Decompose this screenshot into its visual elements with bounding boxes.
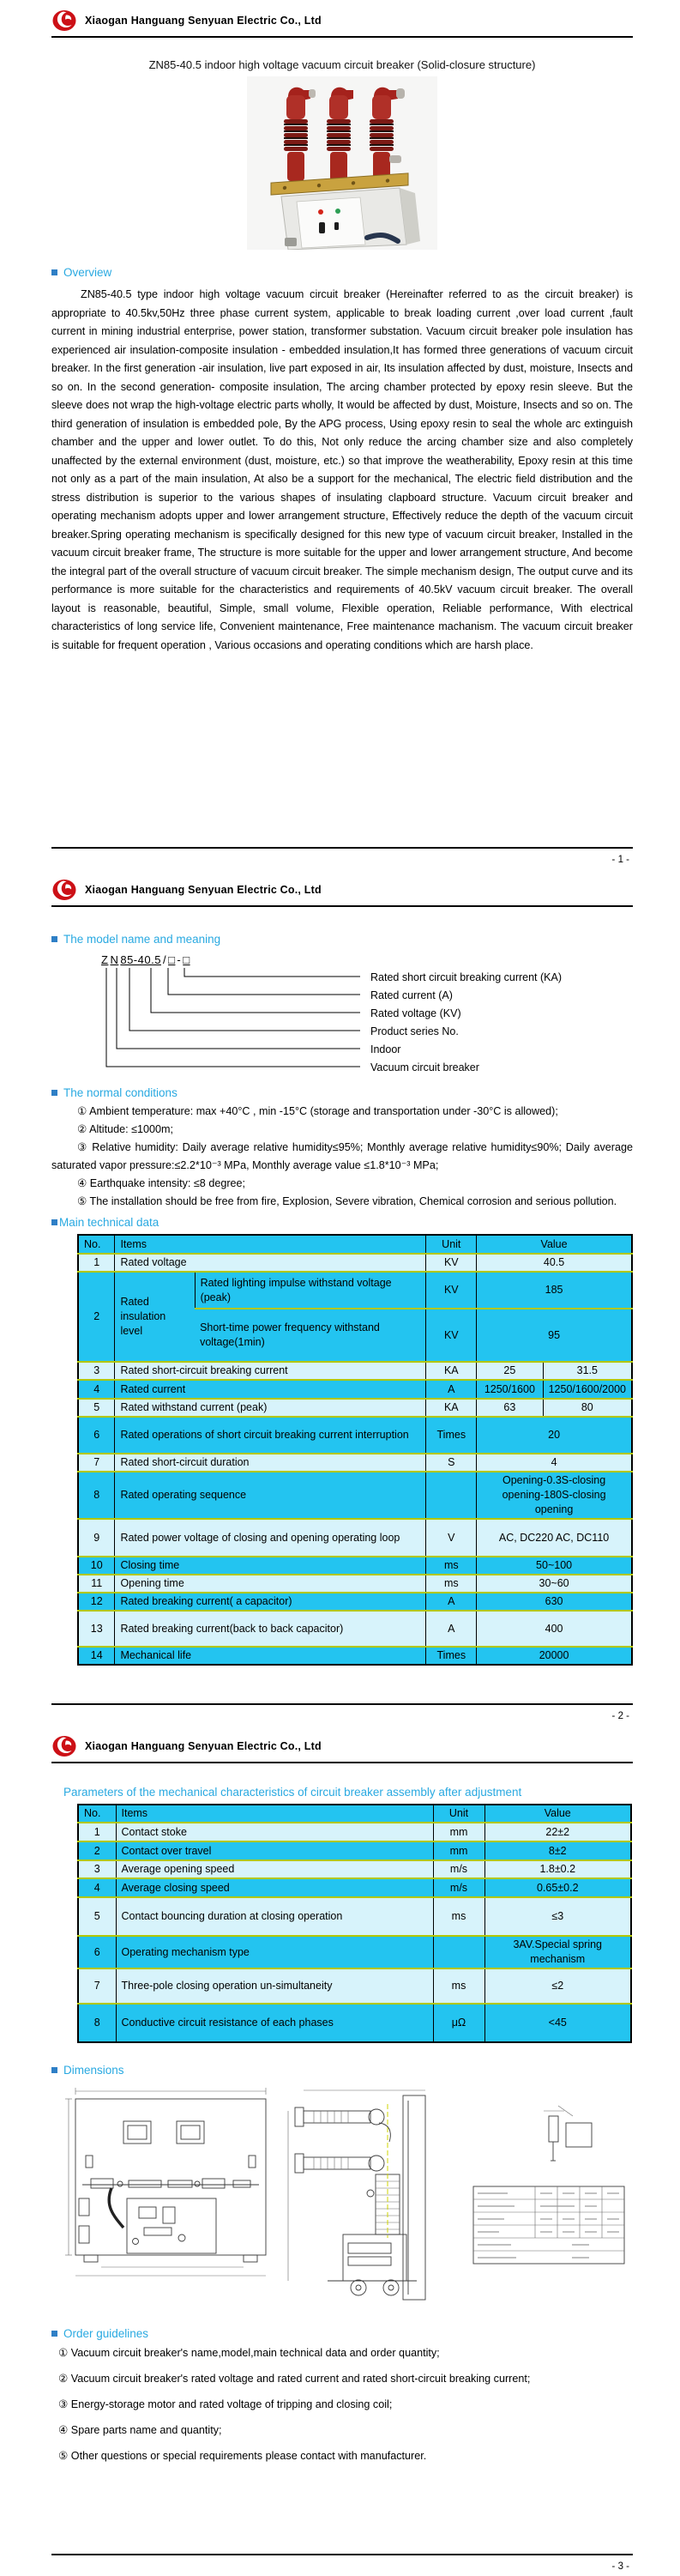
model-label: Vacuum circuit breaker: [370, 1061, 479, 1073]
company-name: Xiaogan Hanguang Senyuan Electric Co., Ltd: [85, 1740, 322, 1752]
page-footer: [51, 847, 633, 865]
conditions-heading: The normal conditions: [51, 1086, 633, 1099]
conditions-list: [51, 1103, 633, 1211]
dimensions-heading: Dimensions: [51, 2064, 633, 2077]
table-row: Short-time power frequency withstand voltage(1min) KV 95: [78, 1309, 632, 1362]
page-footer: [51, 2554, 633, 2572]
overview-paragraph: ZN85-40.5 type indoor high voltage vacuum circuit breaker (Hereinafter referred to as the circuit breaker) is appropriate to 40.5kv,50Hz three phase current system, applicable to break loading current ,over load current ,fault current in mining industrial enterprise, power station, transformer substation. Vacuum circuit breaker pole insulation has experienced air insulation-composite insulation - embedded insulation,It has formed three generations of vacuum circuit breaker. In the first generation -air insulation, live part exposed in air, Its insulation affected by dust, moisture, Insects and so on. In the second generation- composite insulation, The arcing chamber protected by epoxy resin sleeve. But the sleeve does not wrap the high-voltage electric parts wholly, It would be affected by dust, Moisture, Insects and so on. The third generation of insulation is embedded pole, By the APG process, Using epoxy resin to seal the whole arc extinguish chamber and the upper and lower outlet. To do this, Not only reduce the arcing chamber size and also completely unaffected by the external environment (dust, moisture, etc.) so that improve the weatherability, Epoxy resin at this time not only as a part of the main insulation, At also be a support for the mechanical, The electric field distribution and the stress distribution is superior to the various shapes of insulating clapboard structure. Vacuum circuit breaker and operating mechanism adopts upper and lower arrangement structure, Effectively reduce the depth of the vacuum circuit breaker.Spring operating mechanism is specifically designed for this new type of vacuum circuit breaker, Installed in the vacuum circuit breaker frame, The structure is more suitable for the upper and lower arrangement structure, And become the integral part of the overall structure of vacuum circuit breaker. The simple mechanism design, The output curve and its performance is more suitable for the characteristics and requirements of 40.5kV vacuum circuit breaker. The overall layout is reasonable, beautiful, Simple, small volume, Flexible operation, Reliable performance, With electrical characteristics of long service life, Convenient maintenance, Free maintenance machanism. The vacuum circuit breaker is suitable for frequent operation , Various occasions and operating conditions which are harsh place.: [51, 288, 633, 651]
model-label: Indoor: [370, 1043, 401, 1055]
product-photo: [51, 76, 633, 254]
table-row: 7 Three-pole closing operation un-simultaneity ms ≤2: [78, 1968, 631, 2004]
order-item: ① Vacuum circuit breaker's name,model,main technical data and order quantity;: [58, 2347, 440, 2359]
condition-item: ⑤ The installation should be free from fire, Explosion, Severe vibration, Chemical corrosion and serious pollution.: [77, 1195, 617, 1207]
table-row: 3 Average opening speed m/s 1.8±0.2: [78, 1860, 631, 1878]
main-technical-table: [77, 1234, 633, 1666]
mech-table-heading: Parameters of the mechanical characteristics of circuit breaker assembly after adjustment: [63, 1786, 522, 1799]
circuit-breaker-image: [247, 76, 437, 250]
main-data-heading: Main technical data: [51, 1216, 633, 1229]
table-row: 14 Mechanical life Times 20000: [78, 1647, 632, 1665]
order-item: ② Vacuum circuit breaker's rated voltage and rated current and rated short-circuit breaking current;: [58, 2373, 531, 2385]
order-heading: Order guidelines: [51, 2327, 633, 2340]
overview-heading: Overview: [51, 266, 633, 279]
company-header: [51, 0, 633, 38]
table-header-row: No. Items Unit Value: [78, 1235, 632, 1254]
company-name: Xiaogan Hanguang Senyuan Electric Co., Ltd: [85, 15, 322, 27]
model-heading: The model name and meaning: [51, 933, 633, 946]
table-row: 8 Conductive circuit resistance of each phases μΩ <45: [78, 2004, 631, 2042]
section-bullet-icon: [51, 936, 57, 942]
company-header: [51, 869, 633, 907]
table-row: 11 Opening time ms 30~60: [78, 1575, 632, 1593]
condition-item: ② Altitude: ≤1000m;: [77, 1123, 174, 1135]
order-guidelines-list: [51, 2343, 633, 2465]
condition-item: ④ Earthquake intensity: ≤8 degree;: [77, 1177, 246, 1189]
table-row: 5 Rated withstand current (peak) KA 63 80: [78, 1399, 632, 1417]
table-row: 1 Rated voltage KV 40.5: [78, 1254, 632, 1272]
condition-item: ③ Relative humidity: Daily average relative humidity≤95%; Monthly average relative humidity≤90%; Daily average saturated vapor pressure:≤2.2*10⁻³ MPa, Monthly average value ≤1.8*10⁻³ MPa;: [51, 1141, 633, 1171]
table-row: 2 Rated insulation level Rated lighting impulse withstand voltage (peak) KV 185: [78, 1272, 632, 1309]
table-row: 3 Rated short-circuit breaking current KA 25 31.5: [78, 1362, 632, 1380]
model-label: Rated voltage (KV): [370, 1007, 461, 1019]
table-row: 4 Rated current A 1250/1600 1250/1600/2000: [78, 1380, 632, 1399]
order-item: ⑤ Other questions or special requirements please contact with manufacturer.: [58, 2450, 427, 2462]
page-number: - 1 -: [611, 855, 629, 865]
page-1: [0, 0, 680, 869]
section-bullet-icon: [51, 2331, 57, 2337]
model-meaning-diagram: [103, 966, 652, 1083]
table-row: 10 Closing time ms 50~100: [78, 1557, 632, 1575]
model-label: Rated current (A): [370, 989, 453, 1001]
mechanical-characteristics-table: [77, 1804, 632, 2043]
page-3: [0, 1726, 680, 2576]
document-title: ZN85-40.5 indoor high voltage vacuum circuit breaker (Solid-closure structure): [148, 58, 536, 71]
dimensions-drawing: [63, 2085, 631, 2315]
page-2: [0, 869, 680, 1726]
company-logo-icon: [51, 9, 77, 32]
company-logo-icon: [51, 1735, 77, 1757]
model-code: Z N 85-40.5 / □ - □: [101, 953, 190, 966]
company-header: [51, 1726, 633, 1763]
table-row: 4 Average closing speed m/s 0.65±0.2: [78, 1878, 631, 1897]
table-row: 12 Rated breaking current( a capacitor) A 630: [78, 1593, 632, 1611]
page-number: - 2 -: [611, 1711, 629, 1721]
company-name: Xiaogan Hanguang Senyuan Electric Co., Ltd: [85, 884, 322, 896]
page-number: - 3 -: [611, 2561, 629, 2572]
table-row: 8 Rated operating sequence Opening-0.3S-closing opening-180S-closing opening: [78, 1472, 632, 1519]
order-item: ③ Energy-storage motor and rated voltage of tripping and closing coil;: [58, 2398, 393, 2410]
table-row: 5 Contact bouncing duration at closing operation ms ≤3: [78, 1897, 631, 1936]
order-item: ④ Spare parts name and quantity;: [58, 2424, 222, 2436]
table-row: 9 Rated power voltage of closing and opening operating loop V AC, DC220 AC, DC110: [78, 1519, 632, 1557]
table-row: 7 Rated short-circuit duration S 4: [78, 1454, 632, 1472]
condition-item: ① Ambient temperature: max +40°C , min -15°C (storage and transportation under -30°C is allowed);: [77, 1105, 558, 1117]
section-bullet-icon: [51, 269, 57, 275]
model-label: Rated short circuit breaking current (KA): [370, 971, 563, 983]
table-row: 2 Contact over travel mm 8±2: [78, 1841, 631, 1860]
page-footer: [51, 1703, 633, 1721]
table-row: 6 Operating mechanism type 3AV.Special spring mechanism: [78, 1936, 631, 1968]
section-bullet-icon: [51, 2067, 57, 2073]
table-row: 1 Contact stoke mm 22±2: [78, 1823, 631, 1841]
table-row: 13 Rated breaking current(back to back capacitor) A 400: [78, 1611, 632, 1647]
section-bullet-icon: [51, 1090, 57, 1096]
table-row: 6 Rated operations of short circuit breaking current interruption Times 20: [78, 1417, 632, 1454]
model-label: Product series No.: [370, 1025, 459, 1037]
section-bullet-icon: [51, 1219, 57, 1225]
company-logo-icon: [51, 879, 77, 901]
table-header-row: No. Items Unit Value: [78, 1805, 631, 1823]
